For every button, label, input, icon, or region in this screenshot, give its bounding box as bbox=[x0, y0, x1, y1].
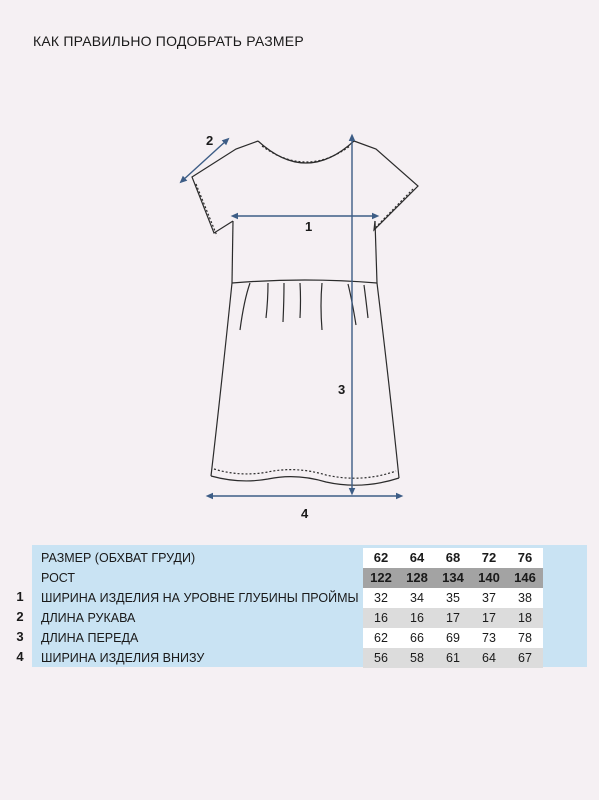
row-label: ДЛИНА ПЕРЕДА bbox=[41, 631, 139, 645]
table-cell: 38 bbox=[507, 588, 543, 608]
measure-label-3: 3 bbox=[338, 382, 346, 397]
header-label: РАЗМЕР (ОБХВАТ ГРУДИ) bbox=[41, 551, 196, 565]
table-cell: 78 bbox=[507, 628, 543, 648]
table-cell: 37 bbox=[471, 588, 507, 608]
table-cell: 73 bbox=[471, 628, 507, 648]
row-label: ШИРИНА ИЗДЕЛИЯ НА УРОВНЕ ГЛУБИНЫ ПРОЙМЫ bbox=[41, 591, 359, 605]
size-table bbox=[37, 548, 543, 668]
table-cell: 72 bbox=[471, 548, 507, 568]
table-row-height bbox=[37, 568, 543, 588]
table-cell: 16 bbox=[399, 608, 435, 628]
table-cell: 56 bbox=[363, 648, 399, 668]
row-number-3: 3 bbox=[16, 629, 24, 644]
measure-line-2 bbox=[182, 140, 227, 181]
table-cell: 58 bbox=[399, 648, 435, 668]
row-number-4: 4 bbox=[16, 649, 24, 664]
table-cell: 17 bbox=[471, 608, 507, 628]
table-cell: 140 bbox=[471, 568, 507, 588]
dress-outline bbox=[192, 141, 418, 485]
table-cell: 66 bbox=[399, 628, 435, 648]
table-cell: 32 bbox=[363, 588, 399, 608]
row-number-1: 1 bbox=[16, 589, 24, 604]
table-cell: 146 bbox=[507, 568, 543, 588]
table-row bbox=[37, 588, 543, 608]
table-cell: 64 bbox=[471, 648, 507, 668]
table-cell: 18 bbox=[507, 608, 543, 628]
row-number-2: 2 bbox=[16, 609, 24, 624]
table-cell: 62 bbox=[363, 628, 399, 648]
table-cell: 76 bbox=[507, 548, 543, 568]
table-cell: 68 bbox=[435, 548, 471, 568]
table-cell: 69 bbox=[435, 628, 471, 648]
row-label: ДЛИНА РУКАВА bbox=[41, 611, 136, 625]
page-title: КАК ПРАВИЛЬНО ПОДОБРАТЬ РАЗМЕР bbox=[33, 33, 304, 49]
measure-label-2: 2 bbox=[206, 133, 214, 148]
table-cell: 67 bbox=[507, 648, 543, 668]
table-row bbox=[37, 648, 543, 668]
measure-label-1: 1 bbox=[305, 219, 313, 234]
measure-label-4: 4 bbox=[301, 506, 309, 521]
table-row bbox=[37, 608, 543, 628]
table-cell: 122 bbox=[363, 568, 399, 588]
table-header-row bbox=[37, 548, 543, 568]
table-cell: 16 bbox=[363, 608, 399, 628]
table-cell: 134 bbox=[435, 568, 471, 588]
table-row bbox=[37, 628, 543, 648]
table-cell: 128 bbox=[399, 568, 435, 588]
height-label: РОСТ bbox=[41, 571, 76, 585]
table-cell: 34 bbox=[399, 588, 435, 608]
table-cell: 17 bbox=[435, 608, 471, 628]
table-cell: 62 bbox=[363, 548, 399, 568]
table-cell: 64 bbox=[399, 548, 435, 568]
table-cell: 61 bbox=[435, 648, 471, 668]
table-cell: 35 bbox=[435, 588, 471, 608]
row-label: ШИРИНА ИЗДЕЛИЯ ВНИЗУ bbox=[41, 651, 205, 665]
